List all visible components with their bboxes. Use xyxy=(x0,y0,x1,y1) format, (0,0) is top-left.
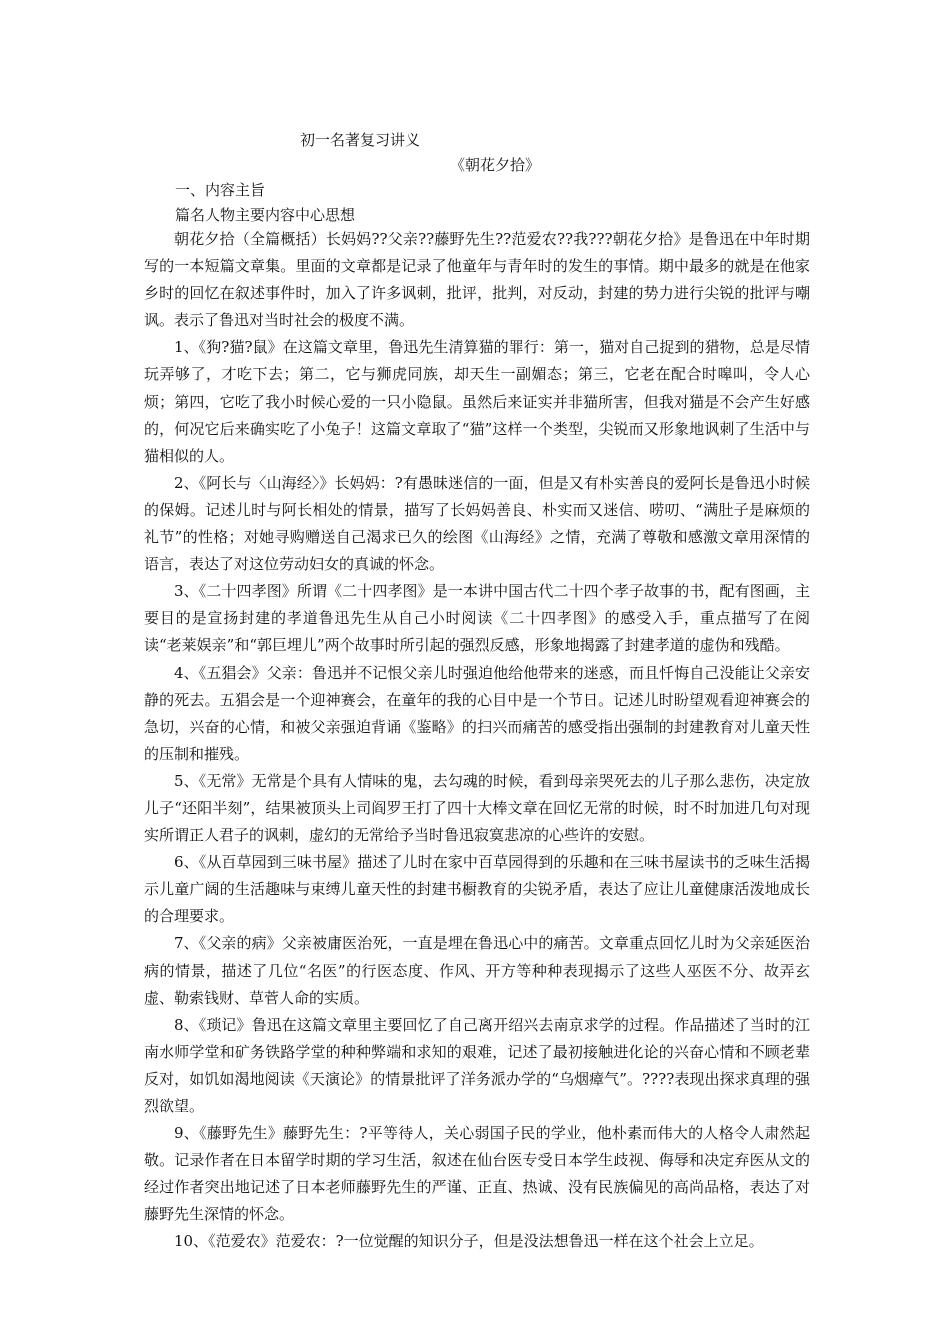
paragraph-item-2: 2、《阿长与〈山海经〉》长妈妈：?有愚昧迷信的一面，但是又有朴实善良的爱阿长是鲁迅小时候的保姆。记述儿时与阿长相处的情景，描写了长妈妈善良、朴实而又迷信、唠叨、“满肚子是麻烦的礼节”的性格；对她寻购赠送自己渴求已久的绘图《山海经》之情，充满了尊敬和感激文章用深情的语言，表达了对这位劳动妇女的真诚的怀念。 xyxy=(144,473,810,574)
document-body xyxy=(144,226,810,1256)
book-title: 《朝花夕拾》 xyxy=(450,156,541,174)
paragraph-overview: 朝花夕拾（全篇概括）长妈妈??父亲??藤野先生??范爱农??我???朝花夕拾》是鲁迅在中年时期写的一本短篇文章集。里面的文章都是记录了他童年与青年时的发生的事情。期中最多的就是在他家乡时的回忆在叙述事件时，加入了许多讽刺，批评，批判，对反动，封建的势力进行尖锐的批评与嘲讽。表示了鲁迅对当时社会的极度不满。 xyxy=(144,230,810,330)
paragraph-item-7: 7、《父亲的病》父亲被庸医治死，一直是埋在鲁迅心中的痛苦。文章重点回忆儿时为父亲延医治病的情景，描述了几位“名医”的行医态度、作风、开方等种种表现揭示了这些人巫医不分、故弄玄虚、勒索钱财、草菅人命的实质。 xyxy=(144,934,810,1007)
paragraph-item-9: 9、《藤野先生》藤野先生：?平等待人，关心弱国子民的学业，他朴素而伟大的人格令人肃然起敬。记录作者在日本留学时期的学习生活，叙述在仙台医专受日本学生歧视、侮辱和决定弃医从文的经过作者突出地记述了日本老师藤野先生的严谨、正直、热诚、没有民族偏见的高尚品格，表达了对藤野先生深情的怀念。 xyxy=(144,1124,810,1224)
column-headers: 篇名人物主要内容中心思想 xyxy=(175,206,356,224)
paragraph-item-6: 6、《从百草园到三味书屋》描述了儿时在家中百草园得到的乐趣和在三味书屋读书的乏味生活揭示儿童广阔的生活趣味与束缚儿童天性的封建书橱教育的尖锐矛盾，表达了应让儿童健康活泼地成长的合理要求。 xyxy=(144,853,810,926)
paragraph-item-4: 4、《五猖会》父亲：鲁迅并不记恨父亲儿时强迫他给他带来的迷惑，而且忏悔自己没能让父亲安静的死去。五猖会是一个迎神赛会，在童年的我的心目中是一个节日。记述儿时盼望观看迎神赛会的急切，兴奋的心情，和被父亲强迫背诵《鉴略》的扫兴而痛苦的感受指出强制的封建教育对儿童天性的压制和摧残。 xyxy=(144,663,810,763)
paragraph-item-5: 5、《无常》无常是个具有人情味的鬼，去勾魂的时候，看到母亲哭死去的儿子那么悲伤，决定放儿子“还阳半刻”，结果被顶头上司阎罗王打了四十大棒文章在回忆无常的时候，时不时加进几句对现实所谓正人君子的讽刺，虚幻的无常给予当时鲁迅寂寞悲凉的心些许的安慰。 xyxy=(144,771,810,845)
paragraph-item-8: 8、《琐记》鲁迅在这篇文章里主要回忆了自己离开绍兴去南京求学的过程。作品描述了当时的江南水师学堂和矿务铁路学堂的种种弊端和求知的艰难，记述了最初接触进化论的兴奋心情和不顾老辈反对，如饥如渴地阅读《天演论》的情景批评了洋务派办学的“乌烟瘴气”。????表现出探求真理的强烈欲望。 xyxy=(144,1015,810,1115)
document-title: 初一名著复习讲义 xyxy=(300,131,421,149)
paragraph-item-10: 10、《范爱农》范爱农：?一位觉醒的知识分子，但是没法想鲁迅一样在这个社会上立足。 xyxy=(174,1232,764,1251)
paragraph-item-1: 1、《狗?猫?鼠》在这篇文章里，鲁迅先生清算猫的罪行：第一，猫对自己捉到的猎物，总是尽情玩弄够了，才吃下去；第二，它与狮虎同族，却天生一副媚态；第三，它老在配合时嗥叫，令人心烦；第四，它吃了我小时候心爱的一只小隐鼠。虽然后来证实并非猫所害，但我对猫是不会产生好感的，何况它后来确实吃了小兔子！这篇文章取了“猫”这样一个类型，尖锐而又形象地讽刺了生活中与猫相似的人。 xyxy=(144,338,810,465)
paragraph-item-3: 3、《二十四孝图》所谓《二十四孝图》是一本讲中国古代二十四个孝子故事的书，配有图画，主要目的是宣扬封建的孝道鲁迅先生从自己小时阅读《二十四孝图》的感受入手，重点描写了在阅读“老莱娱亲”和“郭巨埋儿”两个故事时所引起的强烈反感，形象地揭露了封建孝道的虚伪和残酷。 xyxy=(144,582,810,655)
section-heading: 一、内容主旨 xyxy=(175,181,266,199)
